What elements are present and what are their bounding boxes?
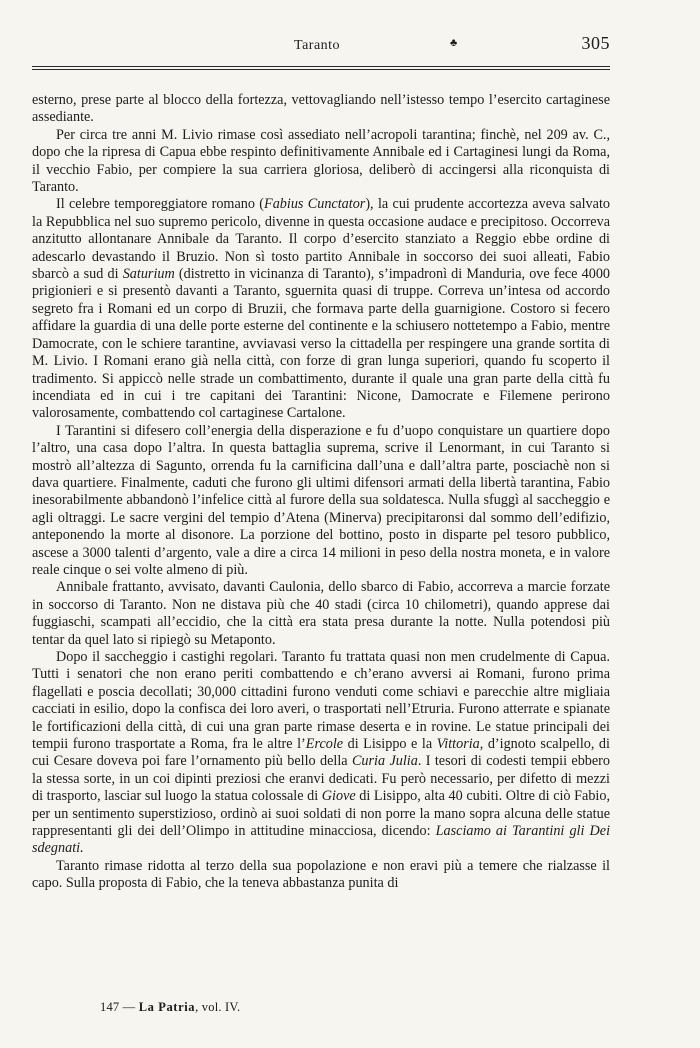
paragraph — [32, 423, 610, 580]
footer-volume: , vol. IV. — [195, 1000, 241, 1014]
page-number: 305 — [581, 33, 610, 53]
paragraph-text: Per circa tre anni M. Livio rimase così assediato nell’acropoli tarantina; finchè, nel 209 av. C., dopo che la ripresa di Capua ebbe respinto definitivamente Annibale ed i Cartaginesi lungi da Roma, il vecchio Fabio, per compiere la sua carriera gloriosa, deliberò di accingersi alla riconquista di Taranto. — [32, 126, 610, 196]
italic-term: Curia Julia — [351, 753, 418, 770]
paragraph-text: di Lisippo e la — [343, 736, 437, 753]
paragraph-text: . I tesori di codesti tempii ebbero la stessa sorte, in un coi dipinti preziosi che eranvi dedicati. Fu però necessario, per difetto di mezzi di trasporto, lasciar sul luogo la statua colossale di — [32, 753, 611, 805]
paragraph-text: ), la cui prudente accortezza aveva salvato la Repubblica nel suo supremo pericolo, divenne in questa occasione audace e precipitoso. Occorreva anzitutto allontanare Annibale da Taranto. Il corpo d’esercito stanziato a Reggio ebbe ordine di adescarlo devastando il Bruzio. Non sì tosto partito Annibale in soccorso dei suoi alleati, Fabio sbarcò a sud di — [32, 196, 610, 283]
header-rule-bottom — [32, 69, 610, 70]
paragraph — [32, 127, 610, 197]
paragraph — [32, 196, 610, 422]
paragraph-text: I Tarantini si difesero coll’energia della disperazione e fu d’uopo conquistare un quartiere dopo l’altro, una casa dopo l’altra. In questa battaglia suprema, scrive il Lenormant, in cui Taranto si mostrò all’altezza di Sagunto, orrenda fu la carnificina dall’una e dall’altra parte, posciachè non si dava quartiere. Finalmente, caduti che furono gli ultimi difensori armati della libertà tarantina, Fabio inesorabilmente abbandonò l’infelice città al furore della sua soldatesca. Nulla sfuggì al saccheggio e agli oltraggi. Le sacre vergini del tempio d’Atena (Minerva) precipitaronsi dal sommo dell’edifizio, anteponendo la morte al disonore. La porzione del bottino, posto in disparte pel tesoro pubblico, ascese a 3000 talenti d’argento, vale a dire a circa 14 milioni in peso della nostra moneta, e in valore reale cinque o sei volte almeno di più. — [32, 422, 610, 578]
paragraph-text: Annibale frattanto, avvisato, davanti Caulonia, dello sbarco di Fabio, accorreva a marcie forzate in soccorso di Taranto. Non ne distava più che 40 stadi (circa 10 chilometri), quando apprese dai fuggiaschi, scampati all’eccidio, che la città era stata presa durante la notte. Nulla potendosi più tentar da quel lato si ripiegò su Metaponto. — [32, 579, 610, 648]
paragraph-text: (distretto in vicinanza di Taranto), s’impadronì di Manduria, ove fece 4000 prigionieri e si presentò davanti a Taranto, sguernita quasi di truppe. Correva un’intesa od accordo segreto fra i Romani ed un corpo di Bruzii, che formava parte della guarnigione. Costoro si fecero affidare la guardia di una delle porte esterne del continente e la schiusero nottetempo a Fabio, mentre Damocrate, con le schiere tarantine, avviavasi verso la cittadella per respingere una grande sortita di M. Livio. I Romani erano già nella città, con forze di gran lunga superiori, quando fu scoperto il tradimento. Si appiccò nelle strade un combattimento, durante il quale una gran parte della città fu incendiata ed in cui i tre capitani dei Tarantini: Nicone, Damocrate e Filemene perirono valorosamente, combattendo col cartaginese Cartalone. — [32, 266, 611, 422]
italic-term: Fabius Cunctator — [264, 196, 366, 213]
italic-term: Vittoria — [436, 736, 480, 753]
footer-signature — [100, 1000, 240, 1015]
paragraph — [32, 649, 610, 858]
paragraph-text: Taranto rimase ridotta al terzo della sua popolazione e non eravi più a temere che rialzasse il capo. Sulla proposta di Fabio, che la teneva abbastanza punita di — [32, 857, 610, 892]
italic-term: Lasciamo ai Tarantini gli Dei sdegnati. — [32, 823, 611, 857]
running-title: Taranto — [294, 38, 341, 53]
paragraph-text: , d’ignoto scalpello, di cui Cesare doveva poi fare l’ornamento più bello della — [32, 736, 610, 770]
paragraph-text: esterno, prese parte al blocco della fortezza, vettovagliando nell’istesso tempo l’esercito cartaginese assediante. — [32, 92, 610, 126]
header-ornament-icon: ♣ — [450, 37, 458, 49]
italic-term: Ercole — [305, 736, 344, 753]
paragraph — [32, 92, 610, 127]
paragraph-text: Dopo il saccheggio i castighi regolari. Taranto fu trattata quasi non men crudelmente di Capua. Tutti i senatori che non erano periti combattendo e ch’erano avversi ai Romani, furono prima flagellati e poscia decollati; 30,000 cittadini furono venduti come schiavi e parecchie altre migliaia cacciati in esilio, dopo la confisca dei loro averi, o trasportati nell’Etruria. Furono atterrate e spianate le fortificazioni della città, di cui una gran parte rimase deserta e in rovine. Le statue principali dei tempii furono trasportate a Roma, fra le altre l’ — [32, 649, 610, 753]
italic-term: Saturium — [122, 266, 175, 283]
body-text — [32, 92, 610, 893]
running-header — [32, 32, 610, 62]
footer-sheet-number: 147 — — [100, 1000, 139, 1014]
paragraph-text: di Lisippo, alta 40 cubiti. Oltre di ciò Fabio, per un sentimento superstizioso, ordinò ai suoi soldati di non porre la mano sopra alcuna delle statue rappresentanti gli dei dell’Olimpo in attitudine minacciosa, dicendo: — [32, 788, 611, 840]
paragraph — [32, 858, 610, 893]
italic-term: Giove — [321, 788, 356, 805]
footer-journal-title: La Patria — [138, 1000, 196, 1014]
header-rule-top — [32, 66, 610, 67]
paragraph — [32, 579, 610, 649]
paragraph-text: Il celebre temporeggiatore romano ( — [56, 196, 265, 213]
